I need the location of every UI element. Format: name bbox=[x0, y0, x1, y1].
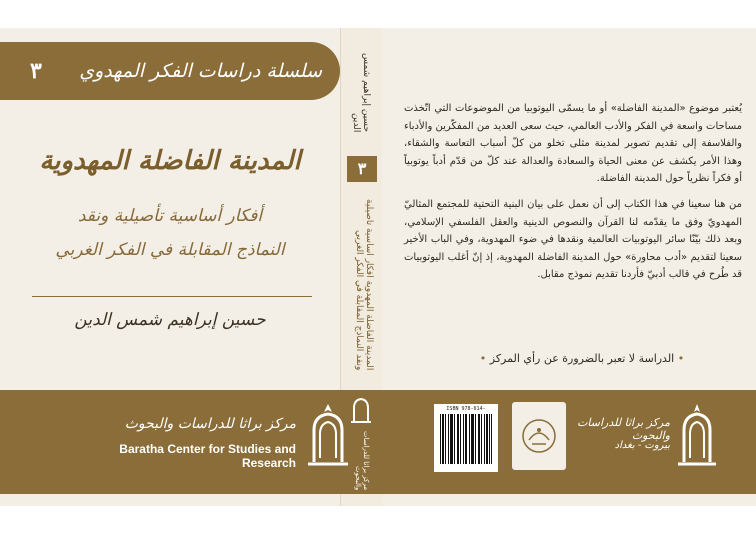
title-divider bbox=[32, 296, 312, 297]
back-band bbox=[382, 390, 756, 494]
author-name: حسين إبراهيم شمس الدين bbox=[74, 310, 266, 330]
spine-title bbox=[350, 190, 374, 370]
bullet-icon: • bbox=[677, 352, 685, 365]
publisher-band bbox=[0, 390, 756, 494]
series-title: سلسلة دراسات الفكر المهدوي bbox=[79, 60, 322, 82]
publisher-name-english: Baratha Center for Studies and Research bbox=[119, 442, 296, 470]
spine-band bbox=[340, 390, 382, 494]
spine-title-text: المدينة الفاضلة المهدوية bbox=[364, 280, 374, 370]
book-subtitle-line1: أفكار أساسية تأصيلية ونقد bbox=[77, 206, 263, 226]
blurb-paragraph: من هنا سعينا في هذا الكتاب إلى أن نعمل على بيان البنية التحتية للمجتمع المثاليّ المهدويّ وفق ما يقدّمه لنا القرآن والنصوص الدينية والعقل الفلسفي الإسلامي، وبعد ذلك بيّنّا سائر اليوتوبيات العالمية ونقدها في ضوء المهدوية، وفي الباب الأخير سعينا لتقديم «أدب محاورة» حول المدينة الفاضلة المهدوية، إذ إنّ أغلب اليوتوبيات قد طُرح في قالب أدبيّ فأردنا تقديم نموذج مقابل. bbox=[404, 198, 742, 281]
bullet-icon: • bbox=[479, 352, 487, 365]
back-publisher-city: بيروت - بغداد bbox=[614, 440, 670, 451]
blurb bbox=[404, 100, 742, 292]
spine-publisher: مركز براثا للدراسات والبحوث bbox=[354, 430, 370, 490]
book-cover bbox=[0, 28, 756, 506]
spine-author: حسين إبراهيم شمس الدين bbox=[351, 52, 371, 132]
book-subtitle-line2: النماذج المقابلة في الفكر الغربي bbox=[55, 240, 285, 260]
spine-subtitle-text: أفكار أساسية تأصيلية ونقد النماذج المقابلة في الفكر الغربي bbox=[354, 198, 374, 370]
blurb-paragraph: يُعتبر موضوع «المدينة الفاضلة» أو ما يسمّى اليوتوبيا من الموضوعات التي اتّخذت مساحات واسعة في الفكر والأدب العالمي، حيث سعى العديد من المفكّرين والأدباء والفلاسفة إلى تقديم تصوير لمدينة مثلى تخلو من كلّ أسباب التعاسة والشقاء، وهذا الأمر يكشف عن معنى الحياة والسعادة والعدالة عند كلّ من قدّم أدباً يوتوبياً أو فكراً نظرياً حول المدينة الفاضلة. bbox=[404, 103, 742, 185]
barcode-bars bbox=[440, 414, 492, 464]
spine-logo-icon bbox=[348, 394, 374, 424]
spine-number: ٣ bbox=[347, 156, 377, 182]
series-number: ٣ bbox=[30, 58, 42, 84]
baratha-logo-icon bbox=[672, 400, 722, 470]
series-band bbox=[0, 42, 340, 100]
disclaimer bbox=[442, 352, 722, 365]
disclaimer-text: الدراسة لا تعبر بالضرورة عن رأي المركز bbox=[489, 352, 675, 365]
barcode bbox=[434, 404, 498, 472]
book-title: المدينة الفاضلة المهدوية bbox=[39, 146, 301, 176]
publisher-name-arabic: مركز براثا للدراسات والبحوث bbox=[124, 416, 296, 432]
isbn-text: ISBN 978-614- bbox=[446, 406, 486, 412]
back-publisher-name: مركز براثا للدراسات والبحوث bbox=[577, 416, 670, 442]
